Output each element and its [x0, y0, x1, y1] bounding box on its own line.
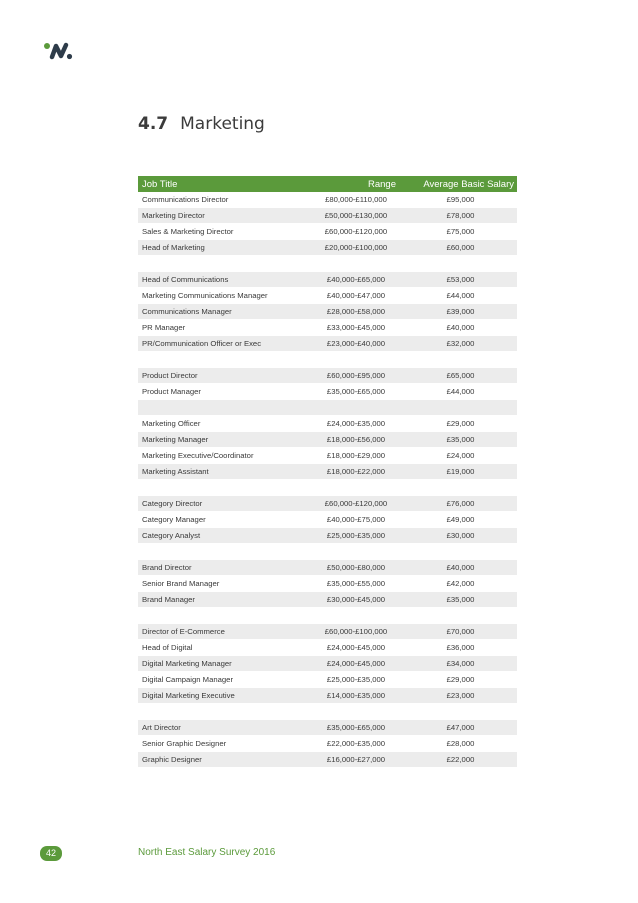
job-title-cell: Marketing Officer	[138, 416, 308, 432]
table-row	[138, 384, 517, 400]
spacer-cell	[308, 544, 404, 560]
table-row	[138, 448, 517, 464]
table-row	[138, 336, 517, 352]
average-salary-cell: £39,000	[404, 304, 517, 320]
average-salary-cell: £53,000	[404, 272, 517, 288]
average-salary-cell: £70,000	[404, 624, 517, 640]
range-cell: £24,000-£45,000	[308, 640, 404, 656]
average-salary-cell: £95,000	[404, 192, 517, 208]
footer-title: North East Salary Survey 2016	[138, 847, 276, 858]
spacer-cell	[138, 480, 308, 496]
spacer-cell	[308, 352, 404, 368]
spacer-cell	[308, 704, 404, 720]
table-row	[138, 464, 517, 480]
range-cell: £25,000-£35,000	[308, 672, 404, 688]
average-salary-cell: £34,000	[404, 656, 517, 672]
table-row	[138, 416, 517, 432]
job-title-cell: Digital Campaign Manager	[138, 672, 308, 688]
average-salary-cell: £40,000	[404, 320, 517, 336]
table-row	[138, 560, 517, 576]
range-cell: £16,000-£27,000	[308, 752, 404, 768]
range-cell: £24,000-£45,000	[308, 656, 404, 672]
table-row	[138, 320, 517, 336]
nw-logo-icon	[43, 41, 73, 61]
table-row	[138, 368, 517, 384]
job-title-cell: Art Director	[138, 720, 308, 736]
spacer-cell	[138, 704, 308, 720]
table-row	[138, 624, 517, 640]
job-title-cell: Brand Manager	[138, 592, 308, 608]
range-cell: £22,000-£35,000	[308, 736, 404, 752]
header-job-title: Job Title	[138, 176, 308, 192]
average-salary-cell: £76,000	[404, 496, 517, 512]
average-salary-cell: £32,000	[404, 336, 517, 352]
spacer-cell	[138, 400, 308, 416]
average-salary-cell: £49,000	[404, 512, 517, 528]
job-title-cell: Marketing Manager	[138, 432, 308, 448]
job-title-cell: Category Analyst	[138, 528, 308, 544]
group-spacer-row	[138, 400, 517, 416]
range-cell: £24,000-£35,000	[308, 416, 404, 432]
job-title-cell: Marketing Executive/Coordinator	[138, 448, 308, 464]
range-cell: £60,000-£120,000	[308, 496, 404, 512]
table-row	[138, 512, 517, 528]
job-title-cell: PR Manager	[138, 320, 308, 336]
spacer-cell	[308, 400, 404, 416]
table-row	[138, 304, 517, 320]
spacer-cell	[138, 608, 308, 624]
range-cell: £30,000-£45,000	[308, 592, 404, 608]
group-spacer-row	[138, 480, 517, 496]
spacer-cell	[404, 544, 517, 560]
range-cell: £20,000-£100,000	[308, 240, 404, 256]
job-title-cell: Marketing Communications Manager	[138, 288, 308, 304]
range-cell: £35,000-£55,000	[308, 576, 404, 592]
spacer-cell	[404, 704, 517, 720]
job-title-cell: PR/Communication Officer or Exec	[138, 336, 308, 352]
job-title-cell: Director of E-Commerce	[138, 624, 308, 640]
range-cell: £18,000-£56,000	[308, 432, 404, 448]
average-salary-cell: £75,000	[404, 224, 517, 240]
average-salary-cell: £40,000	[404, 560, 517, 576]
range-cell: £25,000-£35,000	[308, 528, 404, 544]
table-row	[138, 656, 517, 672]
average-salary-cell: £29,000	[404, 416, 517, 432]
job-title-cell: Category Manager	[138, 512, 308, 528]
range-cell: £28,000-£58,000	[308, 304, 404, 320]
spacer-cell	[138, 352, 308, 368]
table-row	[138, 240, 517, 256]
average-salary-cell: £78,000	[404, 208, 517, 224]
spacer-cell	[404, 608, 517, 624]
job-title-cell: Senior Graphic Designer	[138, 736, 308, 752]
average-salary-cell: £44,000	[404, 384, 517, 400]
job-title-cell: Senior Brand Manager	[138, 576, 308, 592]
table-row	[138, 752, 517, 768]
range-cell: £35,000-£65,000	[308, 720, 404, 736]
average-salary-cell: £65,000	[404, 368, 517, 384]
range-cell: £14,000-£35,000	[308, 688, 404, 704]
table-row	[138, 672, 517, 688]
average-salary-cell: £60,000	[404, 240, 517, 256]
job-title-cell: Communications Director	[138, 192, 308, 208]
range-cell: £60,000-£95,000	[308, 368, 404, 384]
job-title-cell: Head of Communications	[138, 272, 308, 288]
range-cell: £50,000-£130,000	[308, 208, 404, 224]
job-title-cell: Sales & Marketing Director	[138, 224, 308, 240]
range-cell: £50,000-£80,000	[308, 560, 404, 576]
spacer-cell	[404, 480, 517, 496]
average-salary-cell: £44,000	[404, 288, 517, 304]
header-average-salary: Average Basic Salary	[404, 176, 517, 192]
group-spacer-row	[138, 256, 517, 272]
group-spacer-row	[138, 704, 517, 720]
job-title-cell: Head of Marketing	[138, 240, 308, 256]
table-row	[138, 432, 517, 448]
section-number: 4.7	[138, 114, 169, 134]
table-row	[138, 736, 517, 752]
job-title-cell: Brand Director	[138, 560, 308, 576]
job-title-cell: Digital Marketing Executive	[138, 688, 308, 704]
table-body	[138, 192, 517, 768]
range-cell: £18,000-£22,000	[308, 464, 404, 480]
table-row	[138, 224, 517, 240]
range-cell: £18,000-£29,000	[308, 448, 404, 464]
average-salary-cell: £35,000	[404, 432, 517, 448]
spacer-cell	[308, 256, 404, 272]
table-row	[138, 192, 517, 208]
salary-table	[138, 176, 517, 768]
table-row	[138, 688, 517, 704]
job-title-cell: Graphic Designer	[138, 752, 308, 768]
header-range: Range	[308, 176, 404, 192]
average-salary-cell: £29,000	[404, 672, 517, 688]
spacer-cell	[404, 352, 517, 368]
spacer-cell	[404, 400, 517, 416]
average-salary-cell: £28,000	[404, 736, 517, 752]
range-cell: £40,000-£75,000	[308, 512, 404, 528]
average-salary-cell: £22,000	[404, 752, 517, 768]
section-heading	[138, 114, 265, 134]
average-salary-cell: £42,000	[404, 576, 517, 592]
table-row	[138, 592, 517, 608]
job-title-cell: Product Manager	[138, 384, 308, 400]
range-cell: £23,000-£40,000	[308, 336, 404, 352]
range-cell: £33,000-£45,000	[308, 320, 404, 336]
average-salary-cell: £36,000	[404, 640, 517, 656]
table-row	[138, 576, 517, 592]
group-spacer-row	[138, 544, 517, 560]
table-row	[138, 288, 517, 304]
range-cell: £60,000-£120,000	[308, 224, 404, 240]
spacer-cell	[404, 256, 517, 272]
average-salary-cell: £23,000	[404, 688, 517, 704]
table-row	[138, 640, 517, 656]
page-number-badge: 42	[40, 846, 62, 861]
job-title-cell: Digital Marketing Manager	[138, 656, 308, 672]
job-title-cell: Product Director	[138, 368, 308, 384]
spacer-cell	[138, 544, 308, 560]
table-row	[138, 272, 517, 288]
range-cell: £40,000-£65,000	[308, 272, 404, 288]
job-title-cell: Category Director	[138, 496, 308, 512]
average-salary-cell: £35,000	[404, 592, 517, 608]
job-title-cell: Marketing Assistant	[138, 464, 308, 480]
range-cell: £40,000-£47,000	[308, 288, 404, 304]
table-row	[138, 496, 517, 512]
spacer-cell	[308, 480, 404, 496]
job-title-cell: Communications Manager	[138, 304, 308, 320]
group-spacer-row	[138, 352, 517, 368]
spacer-cell	[138, 256, 308, 272]
range-cell: £60,000-£100,000	[308, 624, 404, 640]
range-cell: £80,000-£110,000	[308, 192, 404, 208]
section-title: Marketing	[180, 114, 265, 134]
job-title-cell: Marketing Director	[138, 208, 308, 224]
job-title-cell: Head of Digital	[138, 640, 308, 656]
table-header-row	[138, 176, 517, 192]
spacer-cell	[308, 608, 404, 624]
average-salary-cell: £24,000	[404, 448, 517, 464]
average-salary-cell: £19,000	[404, 464, 517, 480]
range-cell: £35,000-£65,000	[308, 384, 404, 400]
table-row	[138, 720, 517, 736]
group-spacer-row	[138, 608, 517, 624]
table-row	[138, 528, 517, 544]
average-salary-cell: £30,000	[404, 528, 517, 544]
average-salary-cell: £47,000	[404, 720, 517, 736]
table-row	[138, 208, 517, 224]
